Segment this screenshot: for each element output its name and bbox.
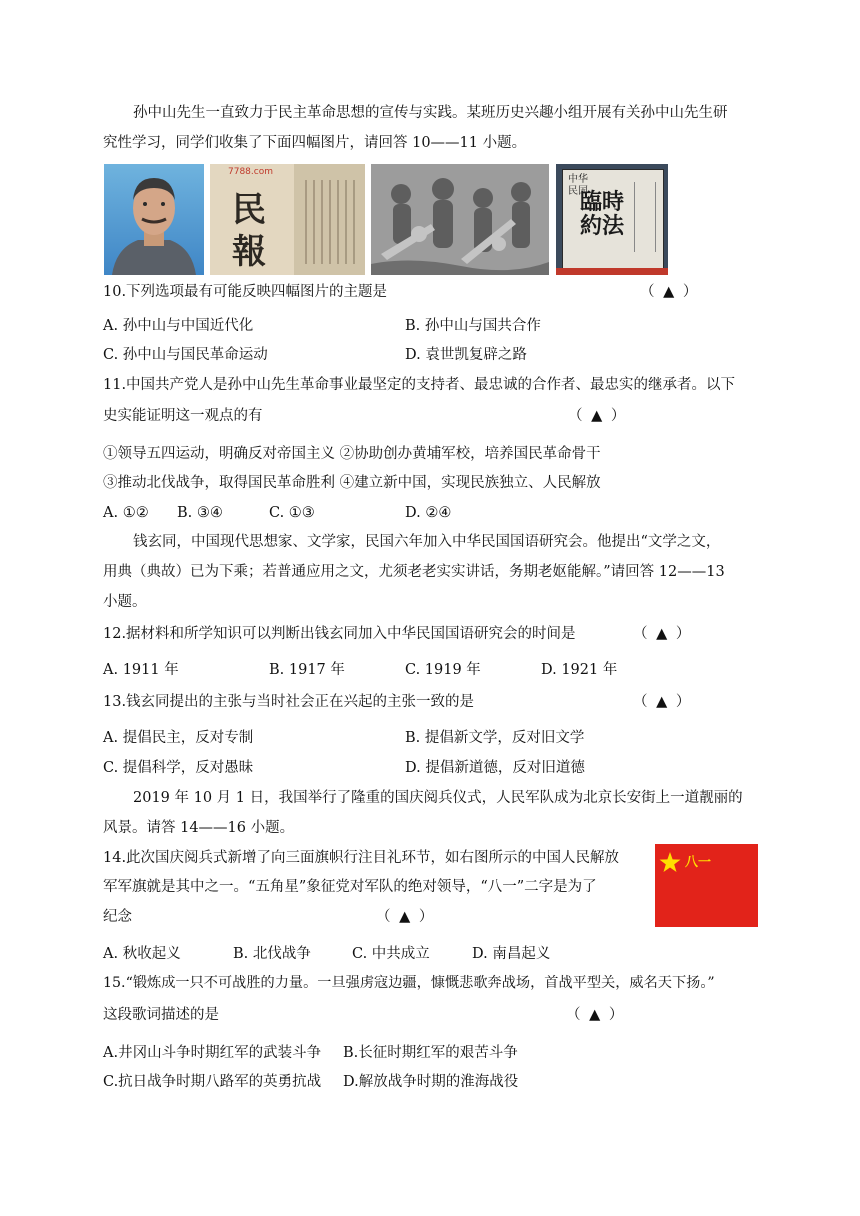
q14-option-d: D. 南昌起义: [472, 946, 551, 962]
q15-option-c: C.抗日战争时期八路军的英勇抗战: [103, 1074, 322, 1090]
q10-stem: 10.下列选项最有可能反映四幅图片的主题是: [103, 284, 388, 300]
q11-statements-1-2: ①领导五四运动，明确反对帝国主义 ②协助创办黄埔军校，培养国民革命骨干: [103, 446, 601, 462]
q13-option-d: D. 提倡新道德，反对旧道德: [405, 760, 585, 776]
q15-option-b: B.长征时期红军的艰苦斗争: [343, 1045, 518, 1061]
q11-option-b: B. ③④: [177, 505, 223, 521]
q11-statements-3-4: ③推动北伐战争，取得国民革命胜利 ④建立新中国，实现民族独立、人民解放: [103, 475, 601, 491]
minbao-title-char2: 報: [232, 232, 266, 272]
q11-option-a: A. ①②: [103, 505, 149, 521]
q14-stem-line1: 14.此次国庆阅兵式新增了向三面旗帜行注目礼环节，如右图所示的中国人民解放: [103, 850, 620, 866]
provisional-constitution-image: [556, 164, 668, 275]
q11-option-d: D. ②④: [405, 505, 452, 521]
q14-option-b: B. 北伐战争: [233, 946, 311, 962]
intro-qian-line1: 钱玄同，中国现代思想家、文学家，民国六年加入中华民国国语研究会。他提出“文学之文，: [133, 534, 721, 550]
q10-answer-mark: （ ▲ ）: [640, 284, 700, 300]
q10-option-d: D. 袁世凯复辟之路: [405, 347, 527, 363]
q12-option-d: D. 1921 年: [541, 662, 618, 678]
intro-sun-line1: 孙中山先生一直致力于民主革命思想的宣传与实践。某班历史兴趣小组开展有关孙中山先生研: [133, 105, 728, 121]
q14-answer-mark: （ ▲ ）: [376, 909, 436, 925]
q12-option-c: C. 1919 年: [405, 662, 481, 678]
yuefa-side-label: 中华 民国: [568, 174, 588, 197]
q12-answer-mark: （ ▲ ）: [633, 626, 693, 642]
q13-answer-mark: （ ▲ ）: [633, 694, 693, 710]
q15-option-d: D.解放战争时期的淮海战役: [343, 1074, 519, 1090]
relief-sculpture-image: [371, 164, 549, 275]
q13-option-b: B. 提倡新文学，反对旧文学: [405, 730, 585, 746]
q15-stem-line2: 这段歌词描述的是: [103, 1007, 219, 1023]
q10-option-a: A. 孙中山与中国近代化: [103, 318, 254, 334]
q12-option-b: B. 1917 年: [269, 662, 345, 678]
q13-stem: 13.钱玄同提出的主张与当时社会正在兴起的主张一致的是: [103, 694, 475, 710]
q13-option-a: A. 提倡民主，反对专制: [103, 730, 254, 746]
intro-sun-line2: 究性学习，同学们收集了下面四幅图片，请回答 10——11 小题。: [103, 135, 527, 151]
intro-qian-line2: 用典（典故）已为下乘；若普通应用之文，尤须老老实实讲话，务期老妪能解。”请回答 12——13: [103, 564, 725, 580]
intro-qian-line3: 小题。: [103, 594, 147, 610]
q11-stem-line1: 11.中国共产党人是孙中山先生革命事业最坚定的支持者、最忠诚的合作者、最忠实的继承者。以下: [103, 377, 736, 393]
q15-answer-mark: （ ▲ ）: [566, 1007, 626, 1023]
q10-option-c: C. 孙中山与国民革命运动: [103, 347, 268, 363]
q14-stem-line3: 纪念: [103, 909, 132, 925]
yuefa-title: 臨時約法: [580, 189, 625, 239]
minbao-newspaper-image: [210, 164, 365, 275]
q13-option-c: C. 提倡科学，反对愚昧: [103, 760, 254, 776]
q14-option-a: A. 秋收起义: [103, 946, 181, 962]
q11-answer-mark: （ ▲ ）: [568, 408, 628, 424]
q10-option-b: B. 孙中山与国共合作: [405, 318, 541, 334]
q11-option-c: C. ①③: [269, 505, 315, 521]
q11-stem-line2: 史实能证明这一观点的有: [103, 408, 263, 424]
q15-stem-line1: 15.“锻炼成一只不可战胜的力量。一旦强虏寇边疆，慷慨悲歌奔战场，首战平型关，威名天下扬。”: [103, 975, 715, 991]
flag-bayi-text: 八一: [685, 855, 712, 870]
q14-option-c: C. 中共成立: [352, 946, 430, 962]
q14-stem-line2: 军军旗就是其中之一。“五角星”象征党对军队的绝对领导，“八一”二字是为了: [103, 879, 597, 895]
sun-yatsen-portrait-image: [104, 164, 204, 275]
minbao-site-label: 7788.com: [228, 167, 273, 177]
intro-parade-line2: 风景。请答 14——16 小题。: [103, 820, 295, 836]
intro-parade-line1: 2019 年 10 月 1 日，我国举行了隆重的国庆阅兵仪式，人民军队成为北京长安街上一道靓丽的: [133, 790, 743, 806]
q15-option-a: A.井冈山斗争时期红军的武装斗争: [103, 1045, 322, 1061]
q12-stem: 12.据材料和所学知识可以判断出钱玄同加入中华民国国语研究会的时间是: [103, 626, 576, 642]
pla-flag-image: [655, 844, 758, 927]
minbao-title-char1: 民: [232, 190, 266, 230]
q12-option-a: A. 1911 年: [103, 662, 179, 678]
